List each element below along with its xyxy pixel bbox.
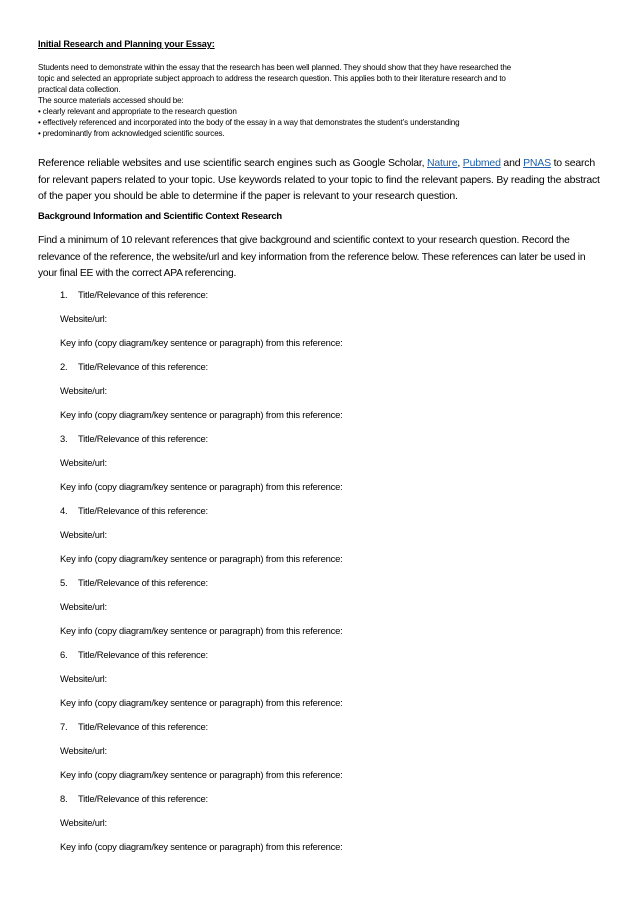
reference-entry — [58, 648, 598, 720]
bullet-item: • effectively referenced and incorporated into the body of the essay in a way that demonstrates the student’s understanding — [38, 118, 460, 127]
intro-line: The source materials accessed should be: — [38, 96, 184, 105]
bullet-item: • clearly relevant and appropriate to the research question — [38, 107, 237, 116]
reference-title-line — [60, 576, 600, 600]
reference-title-label: Title/Relevance of this reference: — [78, 289, 208, 300]
reference-title-label: Title/Relevance of this reference: — [78, 649, 208, 660]
reference-key-info-label: Key info (copy diagram/key sentence or paragraph) from this reference: — [60, 337, 343, 348]
reference-url-label: Website/url: — [60, 529, 107, 540]
reference-entry — [58, 504, 598, 576]
bullet-item: • predominantly from acknowledged scientific sources. — [38, 129, 225, 138]
reference-key-info-label: Key info (copy diagram/key sentence or paragraph) from this reference: — [60, 409, 343, 420]
intro-line: practical data collection. — [38, 85, 121, 94]
reference-entry — [58, 720, 598, 792]
reference-number: 7. — [60, 721, 68, 732]
bullet-icon: • — [38, 129, 43, 138]
reference-title-label: Title/Relevance of this reference: — [78, 577, 208, 588]
intro-line: Students need to demonstrate within the essay that the research has been well planned. They should show that they have researched the — [38, 63, 512, 72]
reference-number: 6. — [60, 649, 68, 660]
bullet-icon: • — [38, 107, 43, 116]
pnas-link[interactable]: PNAS — [523, 157, 551, 169]
reference-title-label: Title/Relevance of this reference: — [78, 721, 208, 732]
reference-title-line — [60, 504, 600, 528]
reference-url-label: Website/url: — [60, 313, 107, 324]
reference-title-line — [60, 360, 600, 384]
reference-title-line — [60, 288, 600, 312]
reference-number: 3. — [60, 433, 68, 444]
intro-line: topic and selected an appropriate subject approach to address the research question. This applies both to their literature research and to — [38, 74, 506, 83]
reference-number: 5. — [60, 577, 68, 588]
intro-block — [38, 62, 604, 139]
reference-entry — [58, 432, 598, 504]
reference-number: 1. — [60, 289, 68, 300]
nature-link[interactable]: Nature — [427, 157, 458, 169]
reference-number: 2. — [60, 361, 68, 372]
reference-entry — [58, 576, 598, 648]
reference-key-info-label: Key info (copy diagram/key sentence or paragraph) from this reference: — [60, 769, 343, 780]
reference-number: 8. — [60, 793, 68, 804]
reference-title-line — [60, 432, 600, 456]
reference-title-label: Title/Relevance of this reference: — [78, 793, 208, 804]
reference-title-line — [60, 648, 600, 672]
reference-number: 4. — [60, 505, 68, 516]
reference-url-label: Website/url: — [60, 673, 107, 684]
reference-url-label: Website/url: — [60, 601, 107, 612]
reference-url-label: Website/url: — [60, 817, 107, 828]
reference-key-info-label: Key info (copy diagram/key sentence or paragraph) from this reference: — [60, 697, 343, 708]
reference-entry — [58, 288, 598, 360]
reference-url-label: Website/url: — [60, 457, 107, 468]
background-paragraph: Find a minimum of 10 relevant references that give background and scientific context to your research question. Record the relevance of the reference, the website/url and key information from the reference below. These references can later be used in your final EE with the correct APA referencing. — [38, 235, 586, 279]
reference-entry — [58, 360, 598, 432]
reference-key-info-label: Key info (copy diagram/key sentence or paragraph) from this reference: — [60, 553, 343, 564]
reference-key-info-label: Key info (copy diagram/key sentence or paragraph) from this reference: — [60, 841, 343, 852]
page-title: Initial Research and Planning your Essay: — [38, 39, 215, 49]
pubmed-link[interactable]: Pubmed — [462, 157, 501, 169]
reference-title-label: Title/Relevance of this reference: — [78, 361, 208, 372]
reference-title-line — [60, 792, 600, 816]
reference-title-line — [60, 720, 600, 744]
reference-url-label: Website/url: — [60, 385, 107, 396]
reference-list — [58, 288, 598, 864]
reference-url-label: Website/url: — [60, 745, 107, 756]
reference-title-label: Title/Relevance of this reference: — [78, 505, 208, 516]
reference-key-info-label: Key info (copy diagram/key sentence or paragraph) from this reference: — [60, 481, 343, 492]
bullet-icon: • — [38, 118, 43, 127]
section-heading: Background Information and Scientific Context Research — [38, 210, 282, 221]
reference-title-label: Title/Relevance of this reference: — [78, 433, 208, 444]
reference-paragraph: Reference reliable websites and use scientific search engines such as Google Scholar, Nature, Pubmed and PNAS to search for relevant papers related to your topic. Use keywords related to your topic to find the relevant papers. By reading the abstract of the paper you should be able to determine if the paper is relevant to your research question. — [38, 157, 600, 202]
reference-key-info-label: Key info (copy diagram/key sentence or paragraph) from this reference: — [60, 625, 343, 636]
reference-entry — [58, 792, 598, 864]
